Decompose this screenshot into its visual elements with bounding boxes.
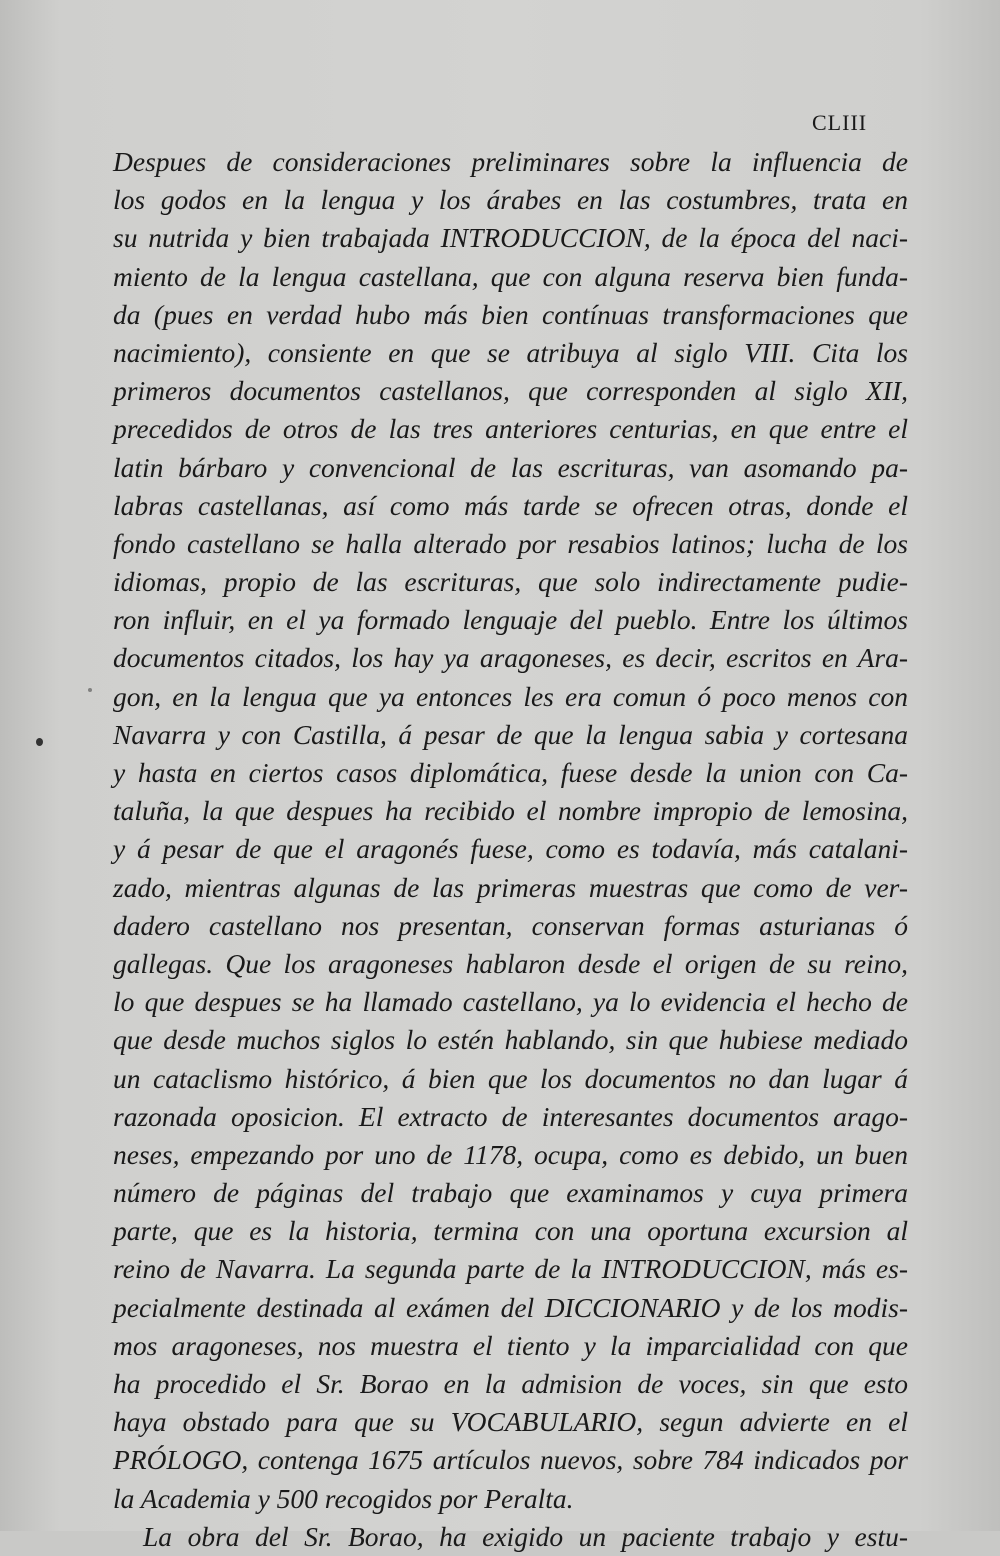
text-line: la Academia y 500 recogidos por Peralta. (113, 1482, 574, 1514)
text-line: y á pesar de que el aragonés fuese, como es todavía, más catalani- (113, 833, 908, 865)
text-line: taluña, la que despues ha recibido el nombre impropio de lemosina, (113, 795, 908, 827)
text-line: los godos en la lengua y los árabes en las costumbres, trata en (113, 184, 908, 216)
text-line: un cataclismo histórico, á bien que los documentos no dan lugar á (113, 1062, 908, 1094)
text-line: latin bárbaro y convencional de las escrituras, van asomando pa- (113, 451, 908, 483)
text-line: su nutrida y bien trabajada INTRODUCCION, de la época del naci- (113, 222, 908, 254)
text-line: lo que despues se ha llamado castellano, ya lo evidencia el hecho de (113, 986, 908, 1018)
text-line: da (pues en verdad hubo más bien contínuas transformaciones que (113, 298, 908, 330)
text-line: mos aragoneses, nos muestra el tiento y la imparcialidad con que (113, 1329, 908, 1361)
text-line: dadero castellano nos presentan, conservan formas asturianas ó (113, 909, 908, 941)
text-line: labras castellanas, así como más tarde se ofrecen otras, donde el (113, 489, 908, 521)
text-line: número de páginas del trabajo que examinamos y cuya primera (113, 1177, 908, 1209)
text-line: que desde muchos siglos lo estén hablando, sin que hubiese mediado (113, 1024, 908, 1056)
ink-spot (36, 738, 43, 746)
text-line: Navarra y con Castilla, á pesar de que la lengua sabia y cortesana (113, 718, 908, 750)
text-line: parte, que es la historia, termina con una oportuna excursion al (113, 1215, 908, 1247)
text-line: gon, en la lengua que ya entonces les era comun ó poco menos con (113, 680, 908, 712)
text-line: precedidos de otros de las tres anteriores centurias, en que entre el (113, 413, 908, 445)
text-line: fondo castellano se halla alterado por resabios latinos; lucha de los (113, 527, 908, 559)
body-text (113, 143, 908, 1556)
page-number: CLIII (812, 110, 868, 135)
text-line: ron influir, en el ya formado lenguaje del pueblo. Entre los últimos (113, 604, 908, 636)
text-line: primeros documentos castellanos, que corresponden al siglo XII, (113, 375, 908, 407)
text-line: y hasta en ciertos casos diplomática, fuese desde la union con Ca- (113, 757, 908, 788)
text-line: pecialmente destinada al exámen del DICCIONARIO y de los modis- (113, 1291, 908, 1323)
text-line: nacimiento), consiente en que se atribuya al siglo VIII. Cita los (113, 336, 908, 368)
text-line: reino de Navarra. La segunda parte de la INTRODUCCION, más es- (113, 1253, 908, 1285)
text-line: La obra del Sr. Borao, ha exigido un paciente trabajo y estu- (143, 1520, 908, 1552)
text-line: neses, empezando por uno de 1178, ocupa, como es debido, un buen (113, 1138, 908, 1170)
text-line: Despues de consideraciones preliminares sobre la influencia de (113, 146, 908, 177)
text-line: zado, mientras algunas de las primeras muestras que como de ver- (113, 871, 908, 903)
text-line: miento de la lengua castellana, que con alguna reserva bien funda- (113, 260, 908, 292)
text-line: documentos citados, los hay ya aragoneses, es decir, escritos en Ara- (113, 642, 908, 674)
text-line: ha procedido el Sr. Borao en la admision de voces, sin que esto (113, 1368, 908, 1399)
text-line: gallegas. Que los aragoneses hablaron desde el origen de su reino, (113, 947, 908, 979)
text-line: idiomas, propio de las escrituras, que solo indirectamente pudie- (113, 566, 908, 598)
text-line: haya obstado para que su VOCABULARIO, segun advierte en el (113, 1406, 908, 1438)
text-line: razonada oposicion. El extracto de interesantes documentos arago- (113, 1100, 908, 1132)
text-line: PRÓLOGO, contenga 1675 artículos nuevos, sobre 784 indicados por (113, 1444, 908, 1476)
ink-spot (88, 688, 92, 692)
